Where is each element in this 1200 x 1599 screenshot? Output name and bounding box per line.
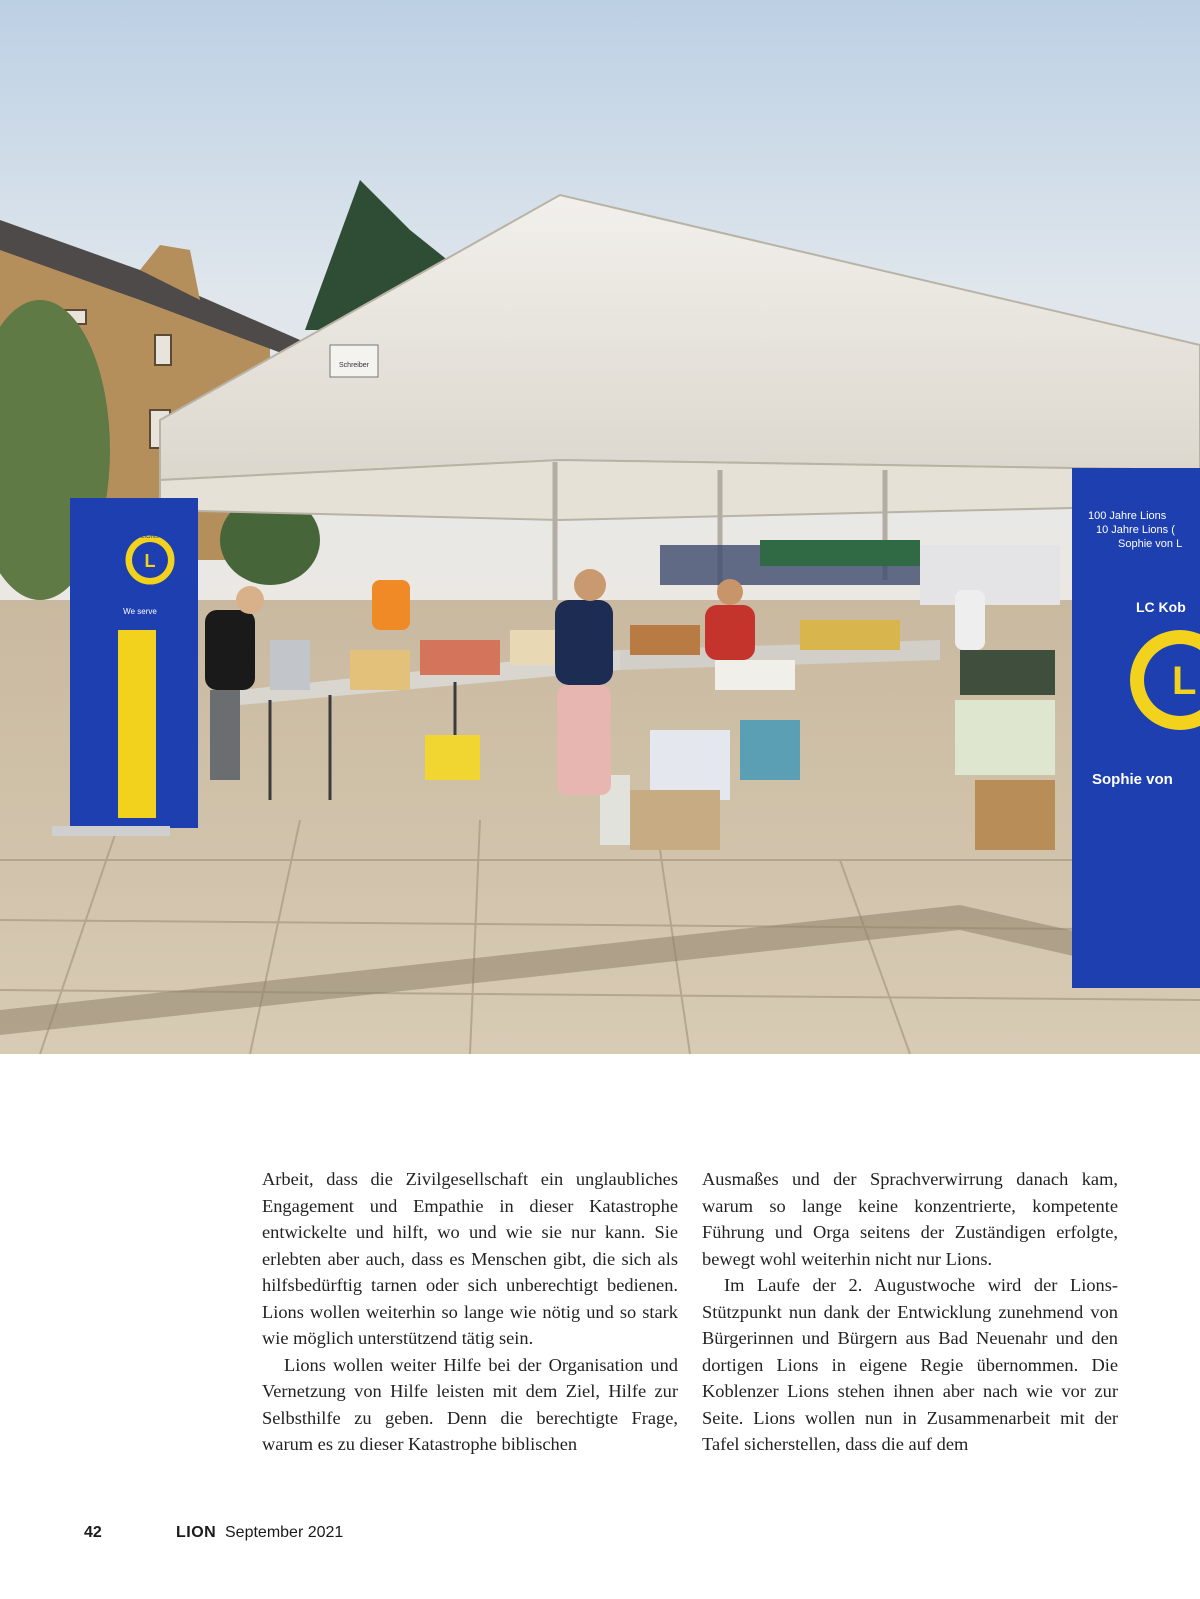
left-lions-banner [52,498,198,836]
svg-text:L: L [144,551,156,571]
right-banner-footer: Sophie von [1092,771,1173,788]
right-banner-line1: 100 Jahre Lions [1088,510,1167,522]
paragraph: Lions wollen weiter Hilfe bei der Organisation und Vernetzung von Hilfe leisten mit dem Ziel, Hilfe zur Selbsthilfe zu geben. Denn die berechtigte Frage, warum es zu dieser Katastrophe biblischen [262,1354,678,1454]
left-banner-logo-text: LIONS [140,534,160,540]
article-column-left [262,1166,678,1458]
tent-sign-text: Schreiber [339,362,369,369]
right-banner-line2: 10 Jahre Lions ( [1096,524,1175,536]
article-column-right [702,1166,1118,1458]
svg-text:L: L [1172,659,1197,703]
magazine-name: LION [176,1524,217,1541]
paragraph: Ausmaßes und der Sprachverwirrung danach kam, warum so lange keine konzentrierte, kompetente Führung und Orga seitens der Zuständigen erfolgte, bewegt wohl weiterhin nicht nur Lions. [702,1169,1118,1269]
left-banner-slogan: We serve [123,607,157,616]
paragraph: Arbeit, dass die Zivilgesellschaft ein unglaubliches Engagement und Empathie in dieser Katastrophe entwickelte und hilft, wo und wie sie nur kann. Sie erlebten aber auch, dass es Menschen gibt, die sich als hilfsbedürftig tarnen oder sich unberechtigt bedienen. Lions wollen weiterhin so lange wie nötig und so stark wie möglich unterstützend tätig sein. [262,1169,678,1348]
right-banner-line3: Sophie von L [1118,538,1183,550]
right-banner-club: LC Kob [1136,599,1186,615]
page-number: 42 [84,1524,102,1541]
issue-date: September 2021 [225,1524,344,1541]
paragraph: Im Laufe der 2. Augustwoche wird der Lions-Stützpunkt nun dank der Entwicklung zunehmend von Bürgerinnen und Bürgern aus Bad Neuenahr und den dortigen Lions in eigene Regie übernommen. Die Koblenzer Lions stehen ihnen aber nach wie vor zur Seite. Lions wollen nun in Zusammenarbeit mit der Tafel sicherstellen, dass die auf dem [702,1275,1118,1454]
right-lions-banner [1072,468,1200,988]
